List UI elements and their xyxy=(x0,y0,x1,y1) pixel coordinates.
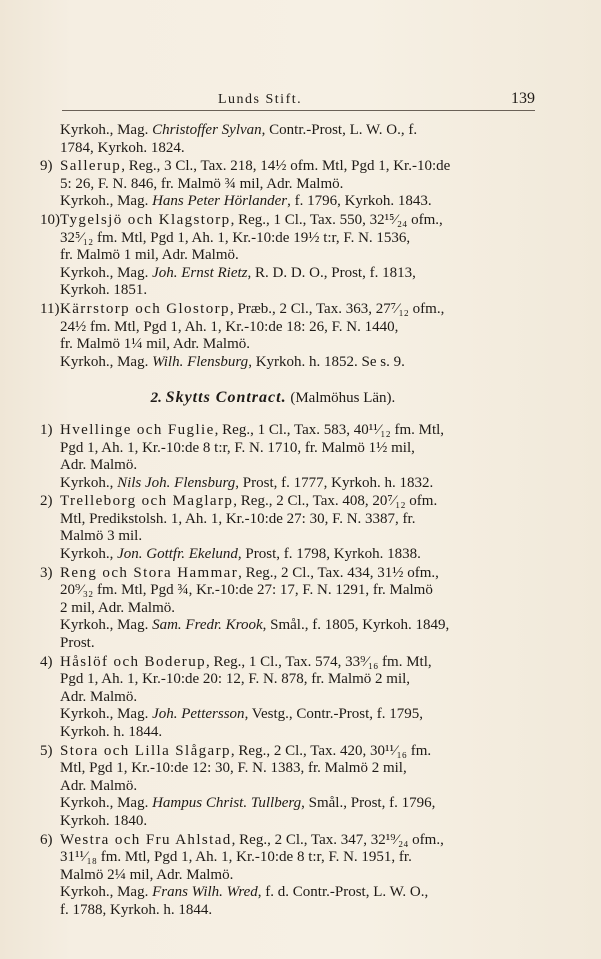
text-run: Kyrkoh., Mag. xyxy=(60,795,153,812)
incumbent-line xyxy=(38,884,508,902)
incumbent-name: Nils Joh. Flensburg xyxy=(117,474,236,491)
parish-entry xyxy=(38,301,508,371)
parish-details: , Reg., 1 Cl., Tax. 550, 32¹⁵⁄₂₄ ofm., xyxy=(230,211,443,228)
parish-name: Stora och Lilla Slågarp xyxy=(60,742,231,759)
parish-details: , Reg., 3 Cl., Tax. 218, 14½ ofm. Mtl, Pgd 1, Kr.-10:de xyxy=(121,158,451,175)
text-run: , Smål., f. 1805, Kyrkoh. 1849, xyxy=(262,617,450,634)
parish-name: Reng och Stora Hammar xyxy=(60,564,239,581)
incumbent-name: Joh. Ernst Rietz xyxy=(152,264,248,281)
parish-details: , Reg., 2 Cl., Tax. 420, 30¹¹⁄₁₆ fm. xyxy=(230,742,432,759)
section-subtitle: (Malmöhus Län). xyxy=(290,390,396,407)
page-content xyxy=(38,122,508,921)
incumbent-line xyxy=(38,265,508,283)
continued-entry xyxy=(38,122,508,157)
entry-number: 2) xyxy=(40,493,53,510)
incumbent-name: Hampus Christ. Tullberg xyxy=(152,795,302,812)
parish-entry xyxy=(38,832,508,920)
parish-details: , Reg., 1 Cl., Tax. 574, 33⁹⁄₁₆ fm. Mtl, xyxy=(206,653,432,670)
parish-entry xyxy=(38,158,508,211)
incumbent-name: Jon. Gottfr. Ekelund xyxy=(117,546,238,563)
parish-details-line: 24½ fm. Mtl, Pgd 1, Ah. 1, Kr.-10:de 18: 26, F. N. 1440, xyxy=(60,318,399,335)
parish-name: Trelleborg och Maglarp xyxy=(60,493,234,510)
text-run: 1784, Kyrkoh. 1824. xyxy=(60,139,185,156)
text-run: Kyrkoh., xyxy=(60,546,118,563)
incumbent-line xyxy=(38,795,508,813)
parish-line xyxy=(38,301,508,319)
incumbent-line xyxy=(38,140,508,158)
parish-name: Sallerup xyxy=(60,158,122,175)
parish-details-line: Adr. Malmö. xyxy=(60,688,138,705)
text-run: Kyrkoh. 1840. xyxy=(60,812,148,829)
parish-details-line: 5: 26, F. N. 846, fr. Malmö ¾ mil, Adr. Malmö. xyxy=(60,175,344,192)
incumbent-line xyxy=(38,122,508,140)
parish-details: , Reg., 2 Cl., Tax. 408, 20⁷⁄₁₂ ofm. xyxy=(233,493,438,510)
parish-details-line: fr. Malmö 1 mil, Adr. Malmö. xyxy=(60,247,239,264)
text-run: Kyrkoh., Mag. xyxy=(60,264,153,281)
parish-entry xyxy=(38,422,508,492)
parish-name: Håslöf och Boderup xyxy=(60,653,207,670)
text-run: Kyrkoh., Mag. xyxy=(60,122,153,138)
parish-line xyxy=(38,654,508,672)
incumbent-line xyxy=(38,724,508,742)
text-run: Kyrkoh. h. 1844. xyxy=(60,724,163,740)
parish-details: , Reg., 2 Cl., Tax. 347, 32¹⁹⁄₂₄ ofm., xyxy=(231,831,444,848)
entry-number: 5) xyxy=(40,742,53,759)
entry-number: 1) xyxy=(40,421,53,438)
parish-details-line: Malmö 3 mil. xyxy=(60,528,143,545)
text-run: , Prost, f. 1777, Kyrkoh. h. 1832. xyxy=(235,474,434,491)
text-run: , Vestg., Contr.-Prost, f. 1795, xyxy=(244,706,424,723)
incumbent-line xyxy=(38,193,508,211)
page-number: 139 xyxy=(511,90,535,107)
parish-details-line: 2 mil, Adr. Malmö. xyxy=(60,599,176,616)
parish-name: Hvellinge och Fuglie xyxy=(60,421,215,438)
parish-list-after-section xyxy=(38,422,508,920)
parish-line xyxy=(38,832,508,850)
section-heading xyxy=(38,389,508,408)
entry-number: 3) xyxy=(40,564,53,581)
parish-details-line: fr. Malmö 1¼ mil, Adr. Malmö. xyxy=(60,336,250,353)
incumbent-name: Hans Peter Hörlander xyxy=(152,193,288,210)
parish-details-line: Malmö 2¼ mil, Adr. Malmö. xyxy=(60,866,234,883)
parish-details-line: Adr. Malmö. xyxy=(60,457,138,474)
parish-line xyxy=(38,158,508,176)
parish-details: , Præb., 2 Cl., Tax. 363, 27⁷⁄₁₂ ofm., xyxy=(229,300,445,317)
incumbent-line xyxy=(38,546,508,564)
parish-entry xyxy=(38,565,508,653)
text-run: f. 1788, Kyrkoh. h. 1844. xyxy=(60,901,213,918)
section-number: 2. xyxy=(150,390,162,407)
parish-line xyxy=(38,422,508,440)
text-run: Kyrkoh., Mag. xyxy=(60,884,153,901)
incumbent-name: Sam. Fredr. Krook xyxy=(152,617,263,634)
text-run: , R. D. D. O., Prost, f. 1813, xyxy=(247,264,416,281)
parish-line xyxy=(38,212,508,230)
parish-name: Tygelsjö och Klagstorp xyxy=(60,211,231,228)
incumbent-line xyxy=(38,617,508,635)
parish-details: , Reg., 1 Cl., Tax. 583, 40¹¹⁄₁₂ fm. Mtl, xyxy=(214,421,445,438)
entry-number: 9) xyxy=(40,158,53,175)
parish-entry xyxy=(38,212,508,300)
text-run: Prost. xyxy=(60,635,95,652)
text-run: , Smål., Prost, f. 1796, xyxy=(301,795,436,812)
parish-details-line: Pgd 1, Ah. 1, Kr.-10:de 8 t:r, F. N. 1710, fr. Malmö 1½ mil, xyxy=(60,439,415,456)
parish-details-line: 31¹¹⁄₁₈ fm. Mtl, Pgd 1, Ah. 1, Kr.-10:de 8 t:r, F. N. 1951, fr. xyxy=(60,849,412,866)
parish-details-line: 32⁵⁄₁₂ fm. Mtl, Pgd 1, Ah. 1, Kr.-10:de 19½ t:r, F. N. 1536, xyxy=(60,229,411,246)
parish-details-line: Adr. Malmö. xyxy=(60,777,138,794)
text-run: Kyrkoh., Mag. xyxy=(60,353,153,370)
text-run: Kyrkoh., Mag. xyxy=(60,193,153,210)
incumbent-line xyxy=(38,813,508,831)
parish-details: , Reg., 2 Cl., Tax. 434, 31½ ofm., xyxy=(238,564,439,581)
entry-number: 11) xyxy=(40,300,60,317)
text-run: , f. 1796, Kyrkoh. 1843. xyxy=(287,193,432,210)
parish-details-line: Pgd 1, Ah. 1, Kr.-10:de 20: 12, F. N. 878, fr. Malmö 2 mil, xyxy=(60,671,411,688)
incumbent-line xyxy=(38,475,508,493)
running-head: Lunds Stift. xyxy=(218,92,303,107)
entry-number: 6) xyxy=(40,831,53,848)
text-run: Kyrkoh., Mag. xyxy=(60,617,153,634)
incumbent-name: Wilh. Flensburg xyxy=(152,353,249,370)
incumbent-line xyxy=(38,635,508,653)
incumbent-name: Joh. Pettersson xyxy=(152,706,245,723)
parish-line xyxy=(38,493,508,511)
text-run: , Kyrkoh. h. 1852. Se s. 9. xyxy=(248,353,405,370)
incumbent-name: Frans Wilh. Wred xyxy=(152,884,258,901)
parish-details-line: 20⁹⁄₃₂ fm. Mtl, Pgd ¾, Kr.-10:de 27: 17, F. N. 1291, fr. Malmö xyxy=(60,582,433,599)
parish-list-before-section xyxy=(38,158,508,371)
text-run: Kyrkoh., Mag. xyxy=(60,706,153,723)
incumbent-line xyxy=(38,354,508,372)
parish-line xyxy=(38,743,508,761)
text-run: Kyrkoh. 1851. xyxy=(60,282,148,299)
text-run: , Contr.-Prost, L. W. O., f. xyxy=(261,122,418,138)
entry-number: 4) xyxy=(40,653,53,670)
parish-name: Kärrstorp och Glostorp xyxy=(60,300,230,317)
parish-details-line: Mtl, Pgd 1, Kr.-10:de 12: 30, F. N. 1383, fr. Malmö 2 mil, xyxy=(60,760,407,777)
page-header xyxy=(62,86,535,111)
text-run: , f. d. Contr.-Prost, L. W. O., xyxy=(257,884,429,901)
section-name: Skytts Contract. xyxy=(165,389,287,407)
incumbent-line xyxy=(38,706,508,724)
parish-entry xyxy=(38,743,508,831)
entry-number: 10) xyxy=(40,211,60,228)
text-run: Kyrkoh., xyxy=(60,474,118,491)
incumbent-name: Christoffer Sylvan xyxy=(152,122,262,138)
parish-entry xyxy=(38,654,508,742)
incumbent-line xyxy=(38,902,508,920)
parish-name: Westra och Fru Ahlstad xyxy=(60,831,232,848)
incumbent-line xyxy=(38,282,508,300)
parish-entry xyxy=(38,493,508,563)
text-run: , Prost, f. 1798, Kyrkoh. 1838. xyxy=(237,546,421,563)
parish-line xyxy=(38,565,508,583)
parish-details-line: Mtl, Predikstolsh. 1, Ah. 1, Kr.-10:de 27: 30, F. N. 3387, fr. xyxy=(60,510,416,527)
